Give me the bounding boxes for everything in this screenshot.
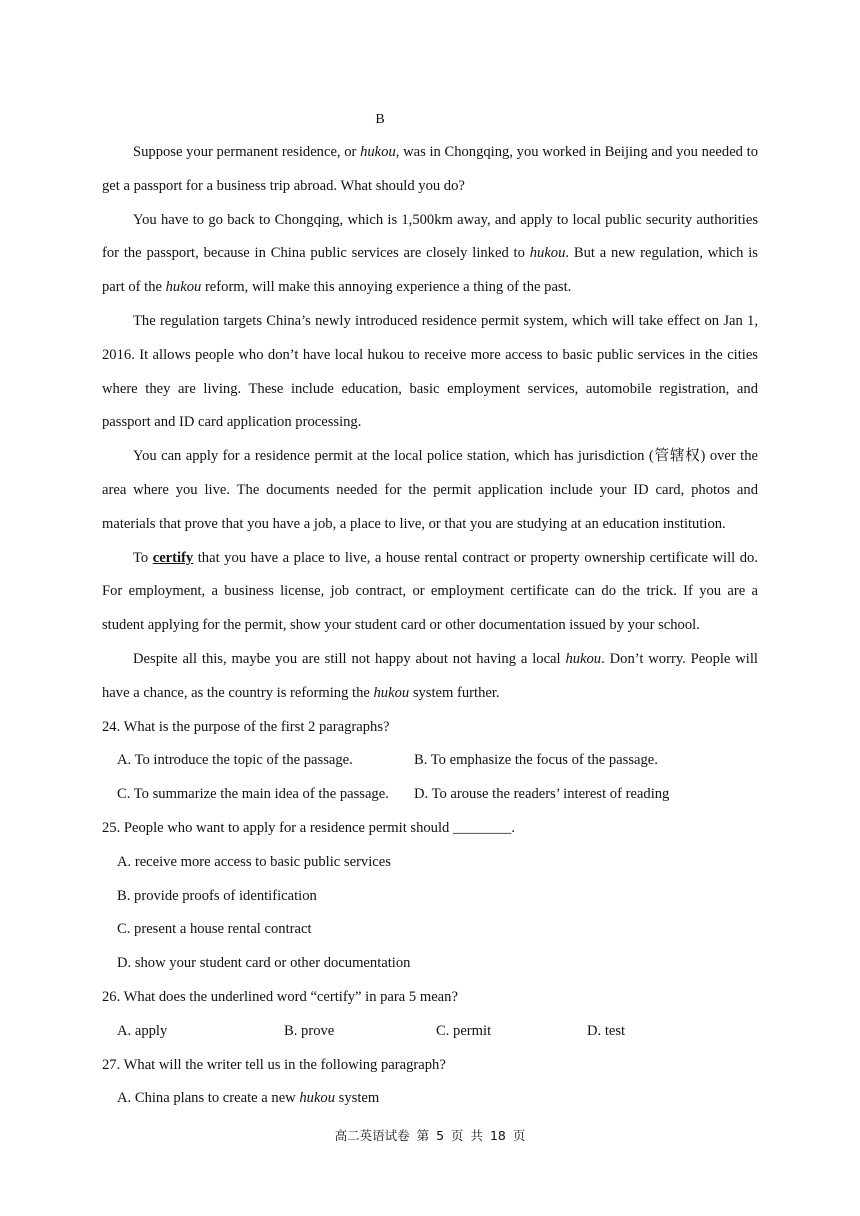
- passage-and-questions: [102, 136, 758, 1116]
- question-24-option-a: A. To introduce the topic of the passage.: [117, 752, 353, 769]
- paragraph-2-text-c: reform, will make this annoying experience a thing of the past.: [201, 279, 572, 296]
- question-27-option-a: [102, 1082, 758, 1116]
- paragraph-6-text-b: . Don’t worry. People will have a chance, as the country is reforming the: [102, 650, 758, 701]
- question-24-stem: 24. What is the purpose of the first 2 paragraphs?: [102, 718, 390, 735]
- question-25-stem: 25. People who want to apply for a residence permit should ________.: [102, 819, 516, 836]
- page-footer: 高二英语试卷 第 5 页 共 18 页: [334, 1128, 526, 1143]
- question-26-options-row: [102, 1015, 758, 1049]
- paragraph-6-text-a: Despite all this, maybe you are still not happy about not having a local: [133, 650, 566, 667]
- question-25-option-c: C. present a house rental contract: [117, 921, 312, 938]
- section-label: B: [375, 112, 385, 127]
- paragraph-2: [102, 204, 758, 305]
- question-27-stem: 27. What will the writer tell us in the following paragraph?: [102, 1056, 446, 1073]
- paragraph-5-text-b: that you have a place to live, a house rental contract or property ownership certificate will do. For employment, a business license, job contract, or employment certificate can do the trick. If you are a student applying for the permit, show your student card or other documentation issued by your school.: [102, 549, 758, 634]
- question-25-option-a: A. receive more access to basic public services: [117, 853, 391, 870]
- question-24-option-c: C. To summarize the main idea of the passage.: [117, 786, 389, 803]
- paragraph-6-hukou-1: hukou: [565, 650, 602, 667]
- question-26-stem: 26. What does the underlined word “certify” in para 5 mean?: [102, 988, 458, 1005]
- paragraph-1: [102, 136, 758, 204]
- question-25-option-b: B. provide proofs of identification: [117, 887, 317, 904]
- question-24-options-row-2: [102, 778, 758, 812]
- paragraph-6-text-c: system further.: [409, 684, 500, 701]
- paragraph-1-text-a: Suppose your permanent residence, or: [133, 144, 361, 160]
- underlined-word-certify: certify: [152, 549, 194, 566]
- paragraph-1-hukou: hukou: [360, 144, 396, 160]
- question-26-option-d: D. test: [587, 1022, 626, 1039]
- paragraph-6: [102, 643, 758, 711]
- question-27-option-a-hukou: hukou: [299, 1090, 336, 1107]
- question-24-option-b: B. To emphasize the focus of the passage.: [414, 752, 658, 769]
- paragraph-6-hukou-2: hukou: [373, 684, 410, 701]
- question-24-options-row-1: [102, 744, 758, 778]
- question-25-option-d: D. show your student card or other documentation: [117, 955, 411, 972]
- question-27-option-a-text-a: A. China plans to create a new: [117, 1090, 300, 1107]
- question-26-option-a: A. apply: [117, 1022, 168, 1039]
- paragraph-3: The regulation targets China’s newly introduced residence permit system, which will take effect on Jan 1, 2016. It allows people who don’t have local hukou to receive more access to basic public services in the cities where they are living. These include education, basic employment services, automobile registration, and passport and ID card application processing.: [102, 312, 758, 431]
- question-26-option-c: C. permit: [436, 1022, 492, 1039]
- paragraph-2-hukou-2: hukou: [165, 279, 202, 296]
- paragraph-1-text-b: , was in Chongqing, you worked in Beijing and you needed to get a passport for a business trip abroad. What should you do?: [102, 144, 758, 194]
- paragraph-2-text-b: . But a new regulation, which is part of the: [102, 245, 758, 296]
- paragraph-5: [102, 542, 758, 643]
- question-26-option-b: B. prove: [284, 1022, 335, 1039]
- question-27-option-a-text-b: system: [335, 1090, 380, 1107]
- paragraph-2-hukou-1: hukou: [529, 245, 566, 262]
- question-24-option-d: D. To arouse the readers’ interest of reading: [414, 786, 670, 803]
- paragraph-4: You can apply for a residence permit at the local police station, which has jurisdiction (管辖权) over the area where you live. The documents needed for the permit application include your ID card, photos and materials that prove that you have a job, a place to live, or that you are studying at an education institution.: [102, 448, 758, 532]
- paragraph-2-text-a: You have to go back to Chongqing, which is 1,500km away, and apply to local public security authorities for the passport, because in China public services are closely linked to: [102, 211, 758, 262]
- paragraph-5-text-a: To: [133, 549, 153, 566]
